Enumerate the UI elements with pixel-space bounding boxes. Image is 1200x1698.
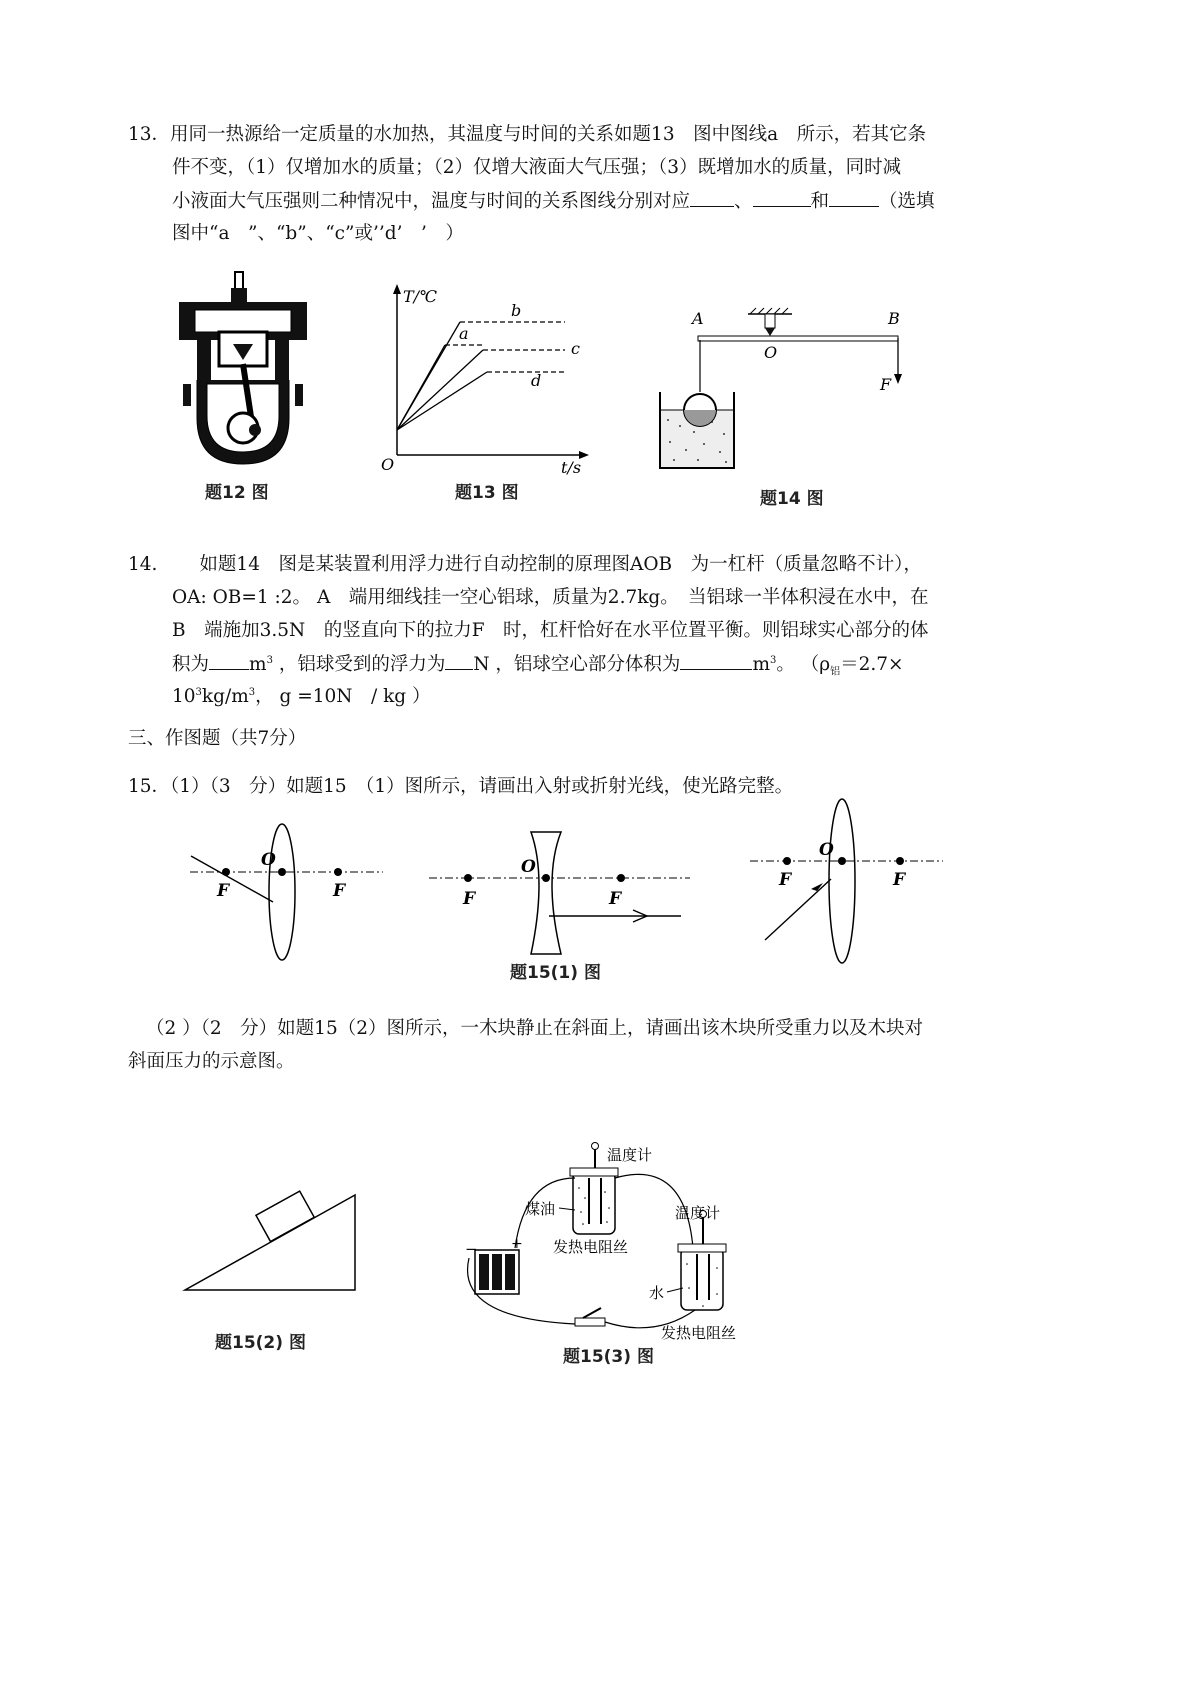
q15-part1-text: （1）（3 分）如题15 （1）图所示，请画出入射或折射光线，使光路完整。 — [170, 776, 794, 797]
fig15-3-water: 水 — [649, 1284, 665, 1302]
figure-14-lever — [650, 300, 930, 485]
fig15-3-kerosene: 煤油 — [525, 1200, 556, 1218]
q14-line2: OA: OB=1 :2。 A 端用细线挂一空心铝球，质量为2.7kg。 当铝球一半体积浸在水中，在 — [172, 587, 929, 608]
fig14-label-O: O — [764, 343, 778, 362]
q13-text-3a: 小液面大气压强则二种情况中，温度与时间的关系图线分别对应 — [172, 191, 691, 212]
q14-sup-3c: 3 — [195, 686, 202, 698]
q13-answer-blank-2[interactable] — [753, 184, 811, 207]
q14-sup-3a: 3 — [266, 654, 273, 666]
q14-text-5b: kg/m — [201, 686, 249, 707]
q14-text-4b: ，铝球受到的浮力为 — [278, 654, 446, 675]
q14-line3: B 端施加3.5N 的竖直向下的拉力F 时，杠杆恰好在水平位置平衡。则铝球实心部分的体 — [172, 620, 929, 641]
q13-line2: 件不变，（1）仅增加水的质量；（2）仅增大液面大气压强；（3）既增加水的质量，同时减 — [172, 157, 902, 178]
section-3-title: 三、作图题（共7分） — [128, 728, 307, 749]
figure-15-1-concave-lens — [425, 820, 695, 965]
q14-text-5a: 10 — [172, 686, 196, 707]
lens-c-F2-label: F — [893, 870, 906, 890]
q14-line5 — [172, 680, 431, 713]
q14-number: 14. — [128, 554, 158, 575]
figure-12-caption: 题12 图 — [205, 483, 269, 503]
fig14-label-F: F — [880, 375, 892, 394]
lens-a-O-label: O — [261, 850, 276, 870]
lens-b-F2-label: F — [609, 889, 622, 909]
q15-number: 15． — [128, 776, 171, 797]
q13-sep2: 和 — [810, 191, 830, 212]
fig13-line-c-label: c — [571, 339, 580, 358]
q14-text-4d: 。 （ρ — [776, 654, 831, 675]
fig13-origin-label: O — [381, 455, 395, 474]
q13-line3 — [172, 184, 935, 218]
fig15-3-thermometer2: 温度计 — [675, 1204, 721, 1222]
q15-part2-line1: （2 ）（2 分）如题15（2）图所示，一木块静止在斜面上，请画出该木块所受重力以及木块对 — [146, 1018, 923, 1039]
q13-line1 — [128, 118, 926, 151]
q13-answer-blank-1[interactable] — [690, 184, 734, 207]
q14-text-1: 如题14 图是某装置利用浮力进行自动控制的原理图AOB 为一杠杆（质量忽略不计）， — [199, 554, 922, 575]
figure-14-caption: 题14 图 — [760, 489, 824, 509]
q13-text-1: 用同一热源给一定质量的水加热，其温度与时间的关系如题13 图中图线a 所示，若其它条 — [170, 124, 927, 145]
q14-unit-m: m — [249, 654, 267, 675]
fig14-label-B: B — [888, 309, 900, 328]
figure-15-1-convex-lens-b — [745, 795, 945, 965]
figure-15-1-caption: 题15(1) 图 — [510, 963, 601, 983]
fig15-3-heater2: 发热电阻丝 — [661, 1324, 737, 1342]
q14-text-5c: ， g =10N / kg ） — [255, 686, 431, 707]
q15-part2-line2: 斜面压力的示意图。 — [128, 1051, 295, 1072]
lens-a-F2-label: F — [333, 881, 346, 901]
fig13-t-axis-label: t/s — [561, 458, 582, 475]
fig14-label-A: A — [692, 309, 704, 328]
fig13-T-axis-label: T/℃ — [403, 287, 437, 306]
figure-15-1-convex-lens-a — [185, 820, 385, 965]
lens-a-F1-label: F — [217, 881, 230, 901]
figure-12-engine — [175, 268, 315, 478]
q14-sup-3d: 3 — [248, 686, 256, 698]
q14-sub-al: 铝 — [830, 666, 841, 678]
q13-sep1: 、 — [734, 191, 753, 212]
lens-c-O-label: O — [819, 840, 834, 860]
q15-part1-line — [128, 770, 793, 803]
lens-c-F1-label: F — [779, 870, 792, 890]
figure-15-3-caption: 题15(3) 图 — [563, 1347, 654, 1367]
fig13-line-b-label: b — [511, 301, 522, 320]
q14-answer-blank-volume[interactable] — [209, 647, 249, 670]
q14-line4 — [172, 647, 904, 681]
figure-15-2-incline — [175, 1190, 365, 1300]
fig15-3-thermometer1: 温度计 — [607, 1146, 653, 1164]
q14-text-4c: ，铝球空心部分体积为 — [495, 654, 681, 675]
q13-text-3b: （选填 — [879, 191, 935, 212]
fig13-line-d-label: d — [531, 371, 542, 390]
figure-15-2-caption: 题15(2) 图 — [215, 1333, 306, 1353]
lens-b-O-label: O — [521, 857, 536, 877]
lens-b-F1-label: F — [463, 889, 476, 909]
figure-13-caption: 题13 图 — [455, 483, 519, 503]
q14-unit-N: N — [473, 654, 490, 675]
fig15-3-minus: − — [465, 1240, 478, 1258]
fig15-3-plus: + — [511, 1236, 523, 1252]
q14-answer-blank-buoyancy[interactable] — [445, 647, 473, 670]
q14-text-4e: ＝2.7× — [840, 654, 904, 675]
q13-number: 13． — [128, 124, 171, 145]
q14-answer-blank-hollow[interactable] — [680, 647, 752, 670]
figure-13-graph — [375, 280, 595, 475]
q13-answer-blank-3[interactable] — [829, 184, 879, 207]
q14-text-4a: 积为 — [172, 654, 210, 675]
q13-line4: 图中“a ”、“b”、“c”或’’d’ ’ ） — [172, 223, 464, 244]
fig13-line-a-label: a — [459, 324, 469, 343]
figure-15-3-circuit — [455, 1138, 775, 1358]
q14-line1 — [128, 548, 922, 581]
q14-sup-3b: 3 — [769, 654, 777, 666]
fig15-3-heater1: 发热电阻丝 — [553, 1238, 629, 1256]
q14-unit-m2: m — [752, 654, 770, 675]
